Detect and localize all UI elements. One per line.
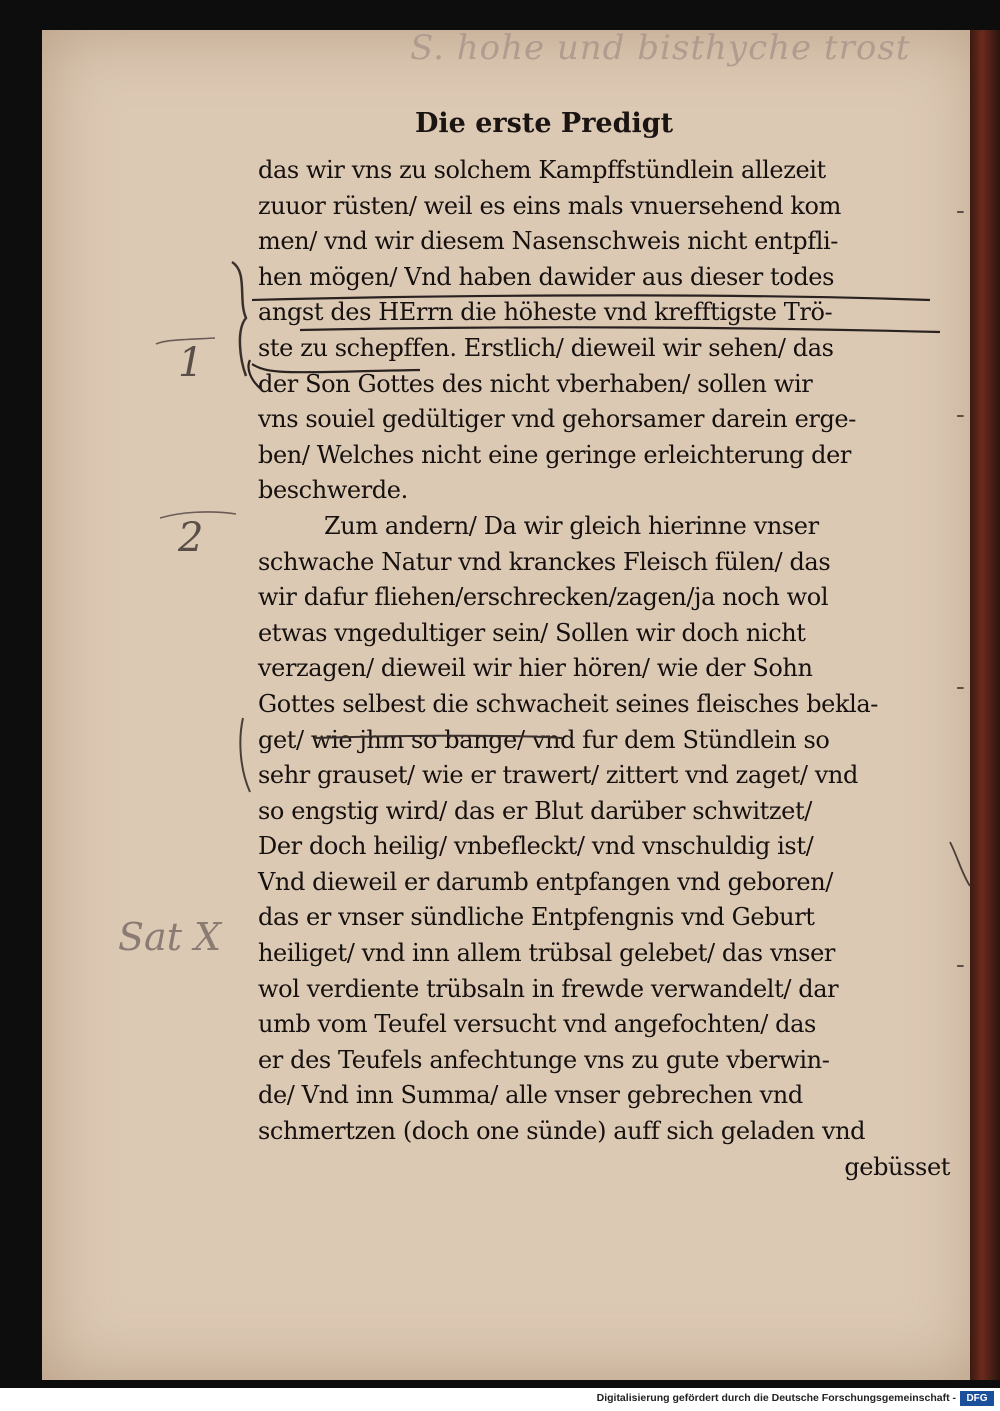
book-spine [970, 30, 1000, 1380]
margin-dash: - [956, 400, 965, 430]
text-line: beschwerde. [258, 476, 408, 505]
text-line: hen mögen/ Vnd haben dawider aus dieser todes [258, 262, 835, 291]
margin-dash: - [956, 196, 965, 226]
text-line: das er vnser sündliche Entpfengnis vnd Geburt [258, 903, 815, 932]
text-line: wir dafur fliehen/erschrecken/zagen/ja noch wol [258, 583, 829, 612]
dfg-logo: DFG [960, 1391, 994, 1406]
text-line: schwache Natur vnd kranckes Fleisch fülen/ das [258, 547, 831, 576]
text-line: men/ vnd wir diesem Nasenschweis nicht entpfli- [258, 227, 838, 256]
catchword: gebüsset [844, 1152, 950, 1181]
text-line: ste zu schepffen. Erstlich/ dieweil wir sehen/ das [258, 333, 834, 362]
text-line: angst des HErrn die höheste vnd krefftigste Trö- [258, 298, 833, 327]
margin-dash: - [956, 950, 965, 980]
text-line: etwas vngedultiger sein/ Sollen wir doch nicht [258, 618, 806, 647]
text-line: Vnd dieweil er darumb entpfangen vnd geboren/ [258, 867, 833, 896]
text-line: get/ wie jhm so bange/ vnd fur dem Stündlein so [258, 725, 830, 754]
margin-numeral-2: 2 [178, 515, 204, 561]
text-line: zuuor rüsten/ weil es eins mals vnuersehend kom [258, 191, 841, 220]
text-line: Gottes selbest die schwacheit seines fleisches bekla- [258, 689, 879, 718]
text-line: der Son Gottes des nicht vberhaben/ sollen wir [258, 369, 813, 398]
text-line: Der doch heilig/ vnbefleckt/ vnd vnschuldig ist/ [258, 832, 814, 861]
funding-note: Digitalisierung gefördert durch die Deutsche Forschungsgemeinschaft - [596, 1392, 956, 1404]
text-line: er des Teufels anfechtunge vns zu gute vberwin- [258, 1045, 830, 1074]
text-line: schmertzen (doch one sünde) auff sich geladen vnd [258, 1117, 866, 1146]
text-line: ben/ Welches nicht eine geringe erleichterung der [258, 440, 852, 469]
handwritten-note: S. hohe und bisthyche trost [410, 28, 911, 68]
margin-dash: - [956, 672, 965, 702]
text-line: sehr grauset/ wie er trawert/ zittert vnd zaget/ vnd [258, 761, 858, 790]
text-line: wol verdiente trübsaln in frewde verwandelt/ dar [258, 974, 839, 1003]
running-head: Die erste Predigt [415, 108, 674, 139]
text-line: Zum andern/ Da wir gleich hierinne vnser [324, 511, 819, 540]
margin-note-sat: Sat X [118, 915, 222, 959]
text-line: heiliget/ vnd inn allem trübsal gelebet/ das vnser [258, 939, 835, 968]
footer-bar [0, 1388, 1000, 1411]
text-line: umb vom Teufel versucht vnd angefochten/ das [258, 1010, 816, 1039]
text-line: das wir vns zu solchem Kampffstündlein allezeit [258, 156, 826, 184]
text-line: de/ Vnd inn Summa/ alle vnser gebrechen vnd [258, 1081, 803, 1110]
text-line: so engstig wird/ das er Blut darüber schwitzet/ [258, 796, 812, 825]
page-text [258, 153, 958, 1185]
text-line: vns souiel gedültiger vnd gehorsamer darein erge- [258, 405, 856, 434]
margin-numeral-1: 1 [178, 340, 204, 386]
text-line: verzagen/ dieweil wir hier hören/ wie der Sohn [258, 654, 813, 683]
